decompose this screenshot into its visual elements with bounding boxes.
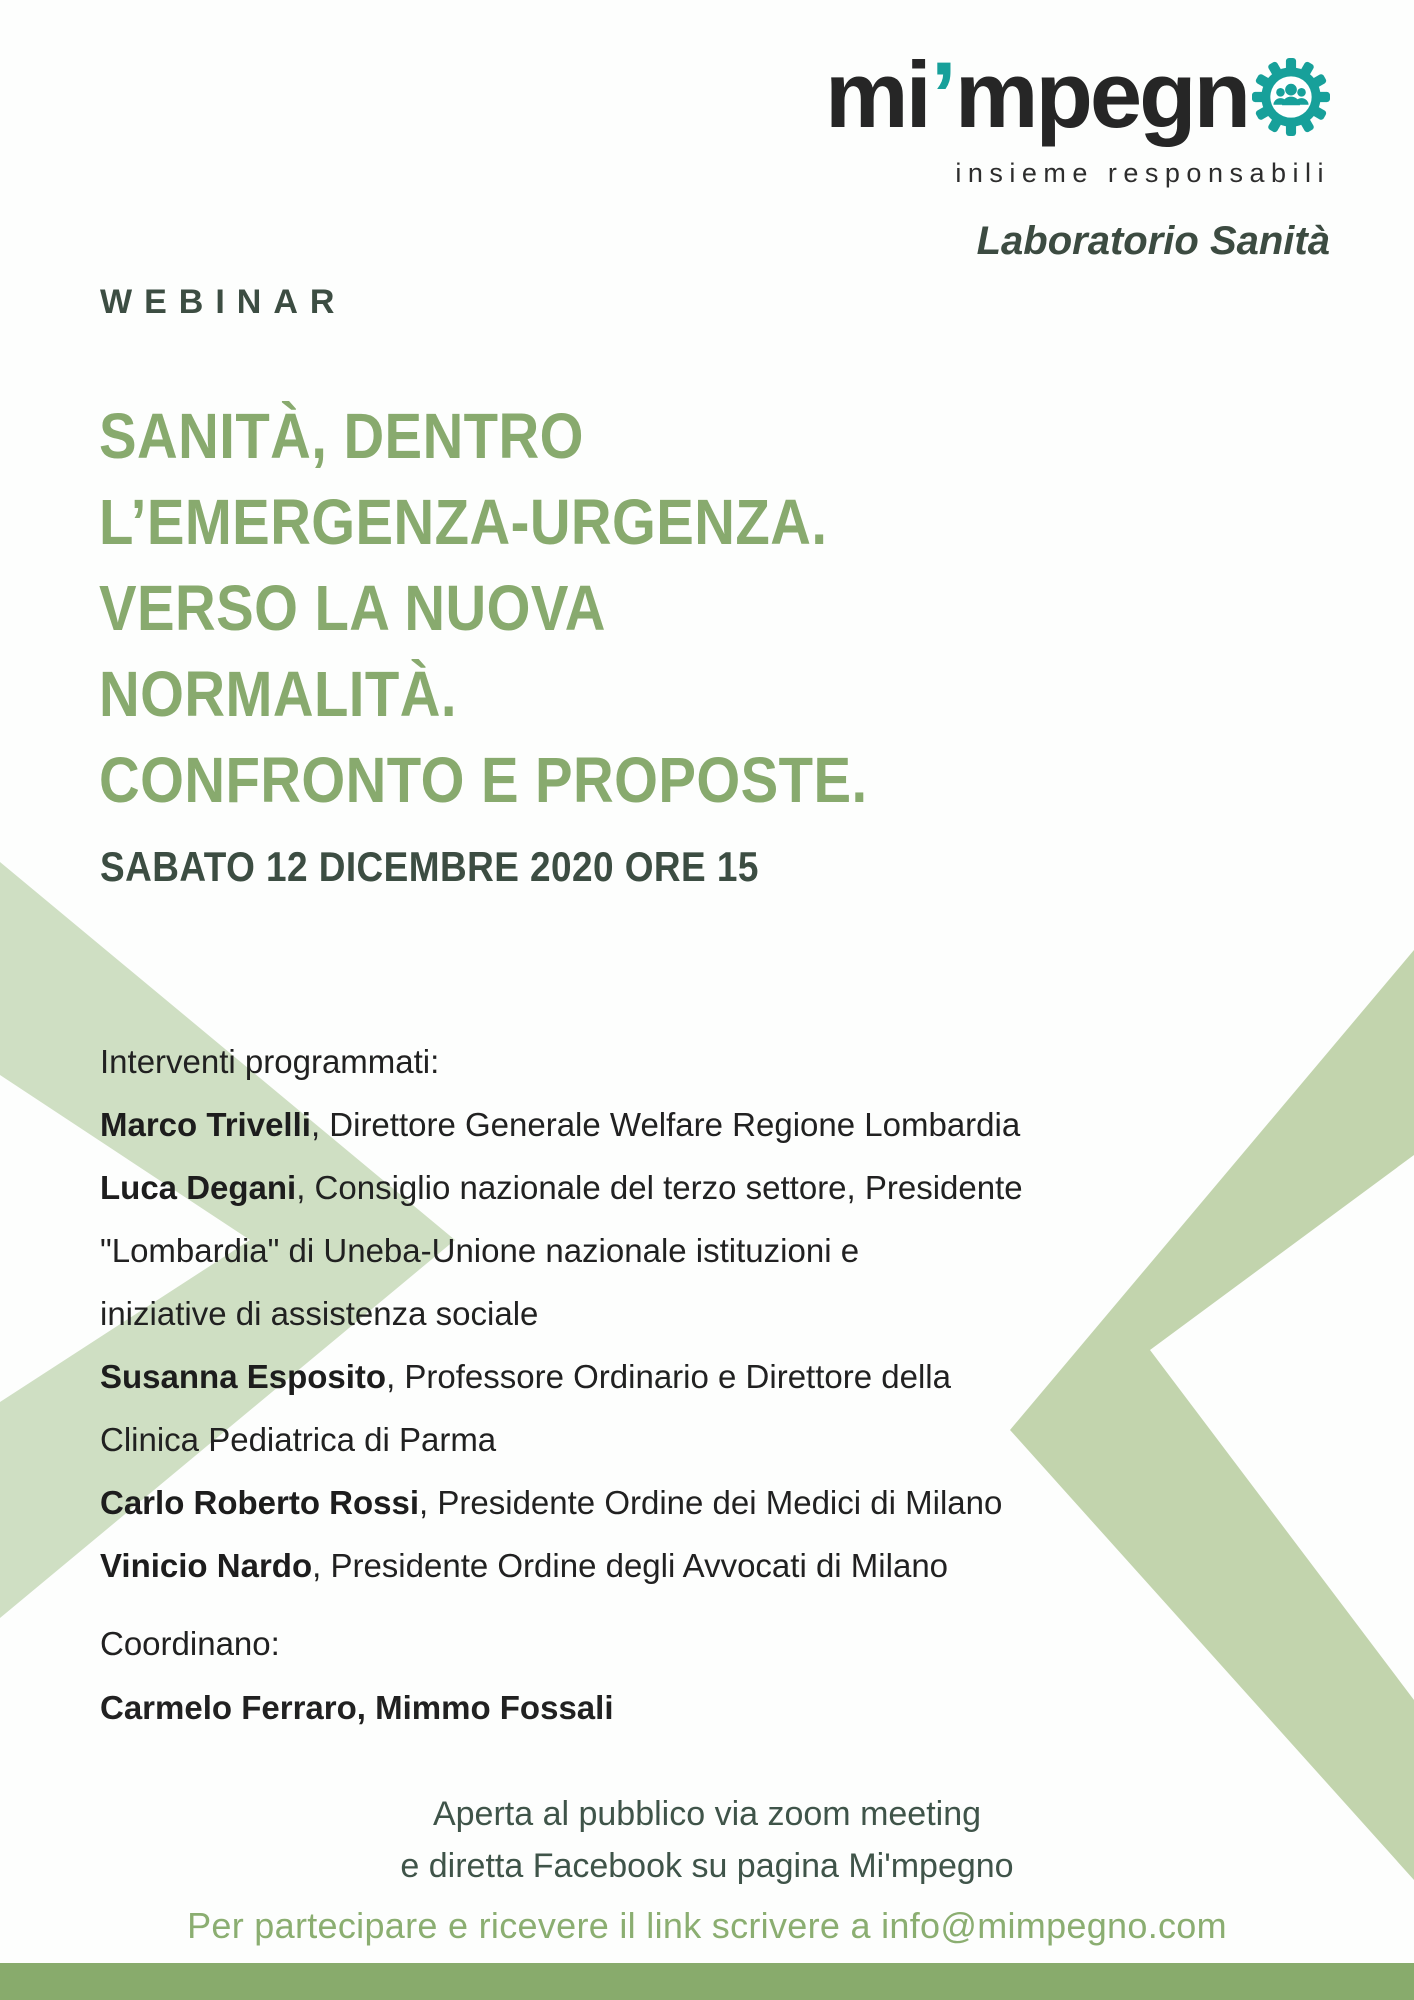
webinar-kicker: WEBINAR (100, 283, 347, 321)
right-chevron-shape (1010, 950, 1414, 1880)
brand-apostrophe: ’ (930, 42, 954, 147)
event-date: SABATO 12 DICEMBRE 2020 ORE 15 (100, 843, 759, 890)
speaker-line: Luca Degani, Consiglio nazionale del terzo settore, Presidente (100, 1169, 1023, 1206)
brand-logo (825, 42, 1330, 147)
speaker-name: Marco Trivelli (100, 1106, 311, 1143)
note-line: Aperta al pubblico via zoom meeting (432, 1795, 982, 1833)
brand-prefix: mi (825, 42, 929, 147)
speaker-name: Carlo Roberto Rossi (100, 1484, 420, 1521)
title-line: L’EMERGENZA-URGENZA. (99, 486, 828, 558)
speakers-heading: Interventi programmati: (100, 1043, 440, 1080)
speaker-name: Susanna Esposito (100, 1358, 387, 1395)
coordinators-names: Carmelo Ferraro, Mimmo Fossali (100, 1689, 614, 1726)
speaker-name: Luca Degani (100, 1169, 297, 1206)
logo-block (825, 42, 1330, 264)
speaker-name: Vinicio Nardo (100, 1547, 313, 1584)
speaker-line: Clinica Pediatrica di Parma (100, 1421, 497, 1458)
coordinators-section (100, 1612, 613, 1740)
coordinators-heading: Coordinano: (100, 1625, 280, 1662)
speaker-line: iniziative di assistenza sociale (100, 1295, 539, 1332)
brand-tagline: insieme responsabili (955, 158, 1330, 188)
title-line: NORMALITÀ. (99, 658, 457, 730)
sub-brand-laboratorio-sanita: Laboratorio Sanità (976, 219, 1330, 263)
bottom-green-bar (0, 1963, 1414, 2000)
speaker-line: Vinicio Nardo, Presidente Ordine degli Avvocati di Milano (100, 1547, 949, 1584)
speaker-line: Carlo Roberto Rossi, Presidente Ordine dei Medici di Milano (100, 1484, 1003, 1521)
participation-cta: Per partecipare e ricevere il link scrivere a info@mimpegno.com (187, 1905, 1227, 1946)
speaker-line: Susanna Esposito, Professore Ordinario e Direttore della (100, 1358, 951, 1395)
speaker-line: "Lombardia" di Uneba-Unione nazionale istituzioni e (100, 1232, 860, 1269)
gear-with-people-icon (1252, 58, 1330, 136)
public-access-note (0, 1788, 1414, 1892)
speaker-line: Marco Trivelli, Direttore Generale Welfare Regione Lombardia (100, 1106, 1021, 1143)
speakers-section (100, 1030, 1023, 1597)
page-title (99, 393, 868, 823)
title-line: VERSO LA NUOVA (99, 572, 606, 644)
speakers-list (100, 1093, 1023, 1597)
note-line: e diretta Facebook su pagina Mi'mpegno (400, 1847, 1014, 1885)
title-line: SANITÀ, DENTRO (99, 400, 584, 472)
brand-suffix: mpegn (954, 42, 1248, 147)
title-line: CONFRONTO E PROPOSTE. (99, 744, 868, 816)
